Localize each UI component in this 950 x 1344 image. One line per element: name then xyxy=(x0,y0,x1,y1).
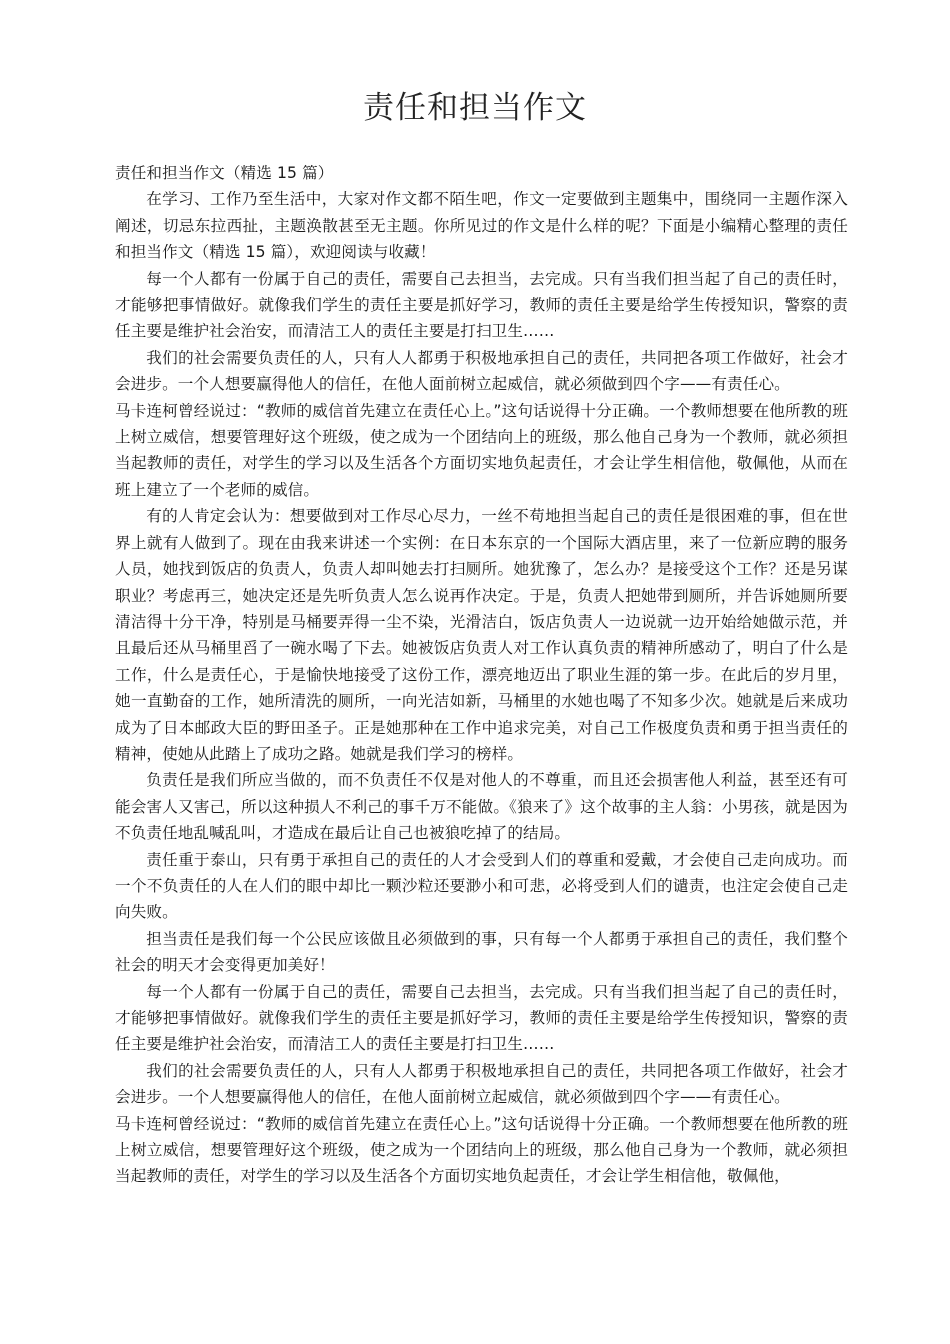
paragraph: 每一个人都有一份属于自己的责任，需要自己去担当，去完成。只有当我们担当起了自己的责任时，才能够把事情做好。就像我们学生的责任主要是抓好学习，教师的责任主要是给学生传授知识，警察的责任主要是维护社会治安，而清洁工人的责任主要是打扫卫生…… xyxy=(115,982,848,1054)
paragraph: 我们的社会需要负责任的人，只有人人都勇于积极地承担自己的责任，共同把各项工作做好，社会才会进步。一个人想要赢得他人的信任，在他人面前树立起威信，就必须做到四个字——有责任心。 xyxy=(115,1061,848,1107)
paragraph: 在学习、工作乃至生活中，大家对作文都不陌生吧，作文一定要做到主题集中，围绕同一主题作深入阐述，切忌东拉西扯，主题涣散甚至无主题。你所见过的作文是什么样的呢？下面是小编精心整理的责任和担当作文（精选 15 篇），欢迎阅读与收藏！ xyxy=(115,190,848,262)
paragraph: 马卡连柯曾经说过：“教师的威信首先建立在责任心上。”这句话说得十分正确。一个教师想要在他所教的班上树立威信，想要管理好这个班级，使之成为一个团结向上的班级，那么他自己身为一个教师，就必须担当起教师的责任，对学生的学习以及生活各个方面切实地负起责任，才会让学生相信他，敬佩他，从而在班上建立了一个老师的威信。 xyxy=(115,401,848,499)
paragraph: 每一个人都有一份属于自己的责任，需要自己去担当，去完成。只有当我们担当起了自己的责任时，才能够把事情做好。就像我们学生的责任主要是抓好学习，教师的责任主要是给学生传授知识，警察的责任主要是维护社会治安，而清洁工人的责任主要是打扫卫生…… xyxy=(115,269,848,341)
document-body xyxy=(115,160,848,1190)
document-title: 责任和担当作文 xyxy=(363,90,587,126)
paragraph: 负责任是我们所应当做的，而不负责任不仅是对他人的不尊重，而且还会损害他人利益，甚至还有可能会害人又害己，所以这种损人不利己的事千万不能做。《狼来了》这个故事的主人翁：小男孩，就是因为不负责任地乱喊乱叫，才造成在最后让自己也被狼吃掉了的结局。 xyxy=(115,771,848,843)
paragraph: 责任重于泰山，只有勇于承担自己的责任的人才会受到人们的尊重和爱戴，才会使自己走向成功。而一个不负责任的人在人们的眼中却比一颗沙粒还要渺小和可悲，必将受到人们的谴责，也注定会使自己走向失败。 xyxy=(115,850,848,922)
paragraph: 担当责任是我们每一个公民应该做且必须做到的事，只有每一个人都勇于承担自己的责任，我们整个社会的明天才会变得更加美好！ xyxy=(115,929,848,975)
paragraph: 我们的社会需要负责任的人，只有人人都勇于积极地承担自己的责任，共同把各项工作做好，社会才会进步。一个人想要赢得他人的信任，在他人面前树立起威信，就必须做到四个字——有责任心。 xyxy=(115,348,848,394)
paragraph: 有的人肯定会认为：想要做到对工作尽心尽力，一丝不苟地担当起自己的责任是很困难的事，但在世界上就有人做到了。现在由我来讲述一个实例：在日本东京的一个国际大酒店里，来了一位新应聘的服务人员，她找到饭店的负责人，负责人却叫她去打扫厕所。她犹豫了，怎么办？是接受这个工作？还是另谋职业？考虑再三，她决定还是先听负责人怎么说再作决定。于是，负责人把她带到厕所，并告诉她厕所要清洁得十分干净，特别是马桶要弄得一尘不染，光滑洁白，饭店负责人一边说就一边开始给她做示范，并且最后还从马桶里舀了一碗水喝了下去。她被饭店负责人对工作认真负责的精神所感动了，明白了什么是工作，什么是责任心，于是愉快地接受了这份工作，漂亮地迈出了职业生涯的第一步。在此后的岁月里，她一直勤奋的工作，她所清洗的厕所，一向光洁如新，马桶里的水她也喝了不知多少次。她就是后来成功成为了日本邮政大臣的野田圣子。正是她那种在工作中追求完美，对自己工作极度负责和勇于担当责任的精神，使她从此踏上了成功之路。她就是我们学习的榜样。 xyxy=(115,507,848,763)
paragraph: 马卡连柯曾经说过：“教师的威信首先建立在责任心上。”这句话说得十分正确。一个教师想要在他所教的班上树立威信，想要管理好这个班级，使之成为一个团结向上的班级，那么他自己身为一个教师，就必须担当起教师的责任，对学生的学习以及生活各个方面切实地负起责任，才会让学生相信他，敬佩他， xyxy=(115,1114,848,1186)
paragraph: 责任和担当作文（精选 15 篇） xyxy=(115,164,334,182)
